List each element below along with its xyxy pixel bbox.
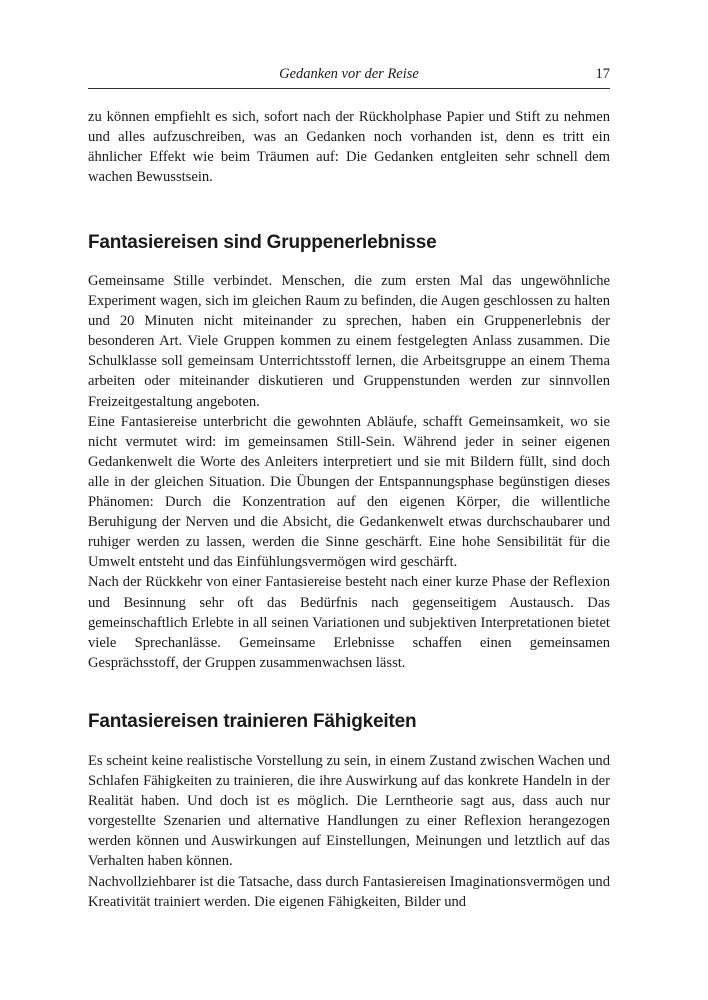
section-heading-gruppenerlebnisse: Fantasiereisen sind Gruppenerlebnisse: [88, 232, 437, 253]
body-paragraph: Nachvollziehbarer ist die Tatsache, dass durch Fantasiereisen Imaginationsvermögen und Kreativität trainiert werden. Die eigenen Fähigkeiten, Bilder und: [88, 873, 610, 910]
intro-paragraph: zu können empfiehlt es sich, sofort nach der Rückholphase Papier und Stift zu nehmen und alles aufzuschreiben, was an Gedanken noch vorhanden ist, denn es tritt ein ähnlicher Effekt wie beim Träumen auf: Die Gedanken entgleiten sehr schnell dem wachen Bewusstsein.: [88, 109, 610, 186]
running-title: Gedanken vor der Reise: [279, 66, 419, 82]
body-paragraph: Eine Fantasiereise unterbricht die gewohnten Abläufe, schafft Gemeinsamkeit, wo sie nicht vermutet wird: im gemeinsamen Still-Sein. Während jeder in seiner eigenen Gedankenwelt die Worte des Anleiters interpretiert und sie mit Bildern füllt, sind doch alle in der gleichen Situation. Die Übungen der Entspannungsphase begünstigen dieses Phänomen: Durch die Konzentration auf den eigenen Körper, die willentliche Beruhigung der Nerven und die Absicht, die Gedankenwelt etwas durchschaubarer und ruhiger werden zu lassen, werden die Sinne geschärft. Eine hohe Sensibilität für die Umwelt entsteht und das Einfühlungsvermögen wird geschärft.: [88, 413, 610, 571]
body-paragraph: Nach der Rückkehr von einer Fantasiereise besteht nach einer kurze Phase der Reflexion und Besinnung sehr oft das Bedürfnis nach gegenseitigem Austausch. Das gemeinschaftlich Erlebte in all seinen Variationen und subjektiven Interpretationen bietet viele Sprechanlässe. Gemeinsame Erlebnisse schaffen einen gemeinsamen Gesprächsstoff, der Gruppen zusammenwachsen lässt.: [88, 574, 610, 671]
intro-block: [88, 107, 610, 187]
page-number: 17: [595, 66, 610, 82]
body-paragraph: Es scheint keine realistische Vorstellung zu sein, in einem Zustand zwischen Wachen und Schlafen Fähigkeiten zu trainieren, die ihre Auswirkung auf das konkrete Handeln in der Realität haben. Und doch ist es möglich. Die Lerntheorie sagt aus, dass auch nur vorgestellte Szenarien und alternative Handlungen zu einer Reflexion herangezogen werden können und Auswirkungen auf Einstellungen, Meinungen und letztlich auf das Verhalten haben können.: [88, 753, 610, 870]
book-page: [88, 0, 610, 1000]
header-rule: [88, 88, 610, 89]
section-heading-faehigkeiten: Fantasiereisen trainieren Fähigkeiten: [88, 711, 417, 732]
running-header: [88, 66, 610, 86]
section-body-faehigkeiten: [88, 751, 610, 912]
body-paragraph: Gemeinsame Stille verbindet. Menschen, die zum ersten Mal das ungewöhnliche Experiment wagen, sich im gleichen Raum zu befinden, die Augen geschlossen zu halten und 20 Minuten nicht miteinander zu sprechen, haben ein Gruppenerlebnis der besonderen Art. Viele Gruppen kommen zu einem festgelegten Anlass zusammen. Die Schulklasse soll gemeinsam Unterrichtsstoff lernen, die Arbeitsgruppe an einem Thema arbeiten oder miteinander diskutieren und Gruppenstunden werden zur sinnvollen Freizeitgestaltung angeboten.: [88, 273, 610, 410]
section-body-gruppenerlebnisse: [88, 271, 610, 673]
